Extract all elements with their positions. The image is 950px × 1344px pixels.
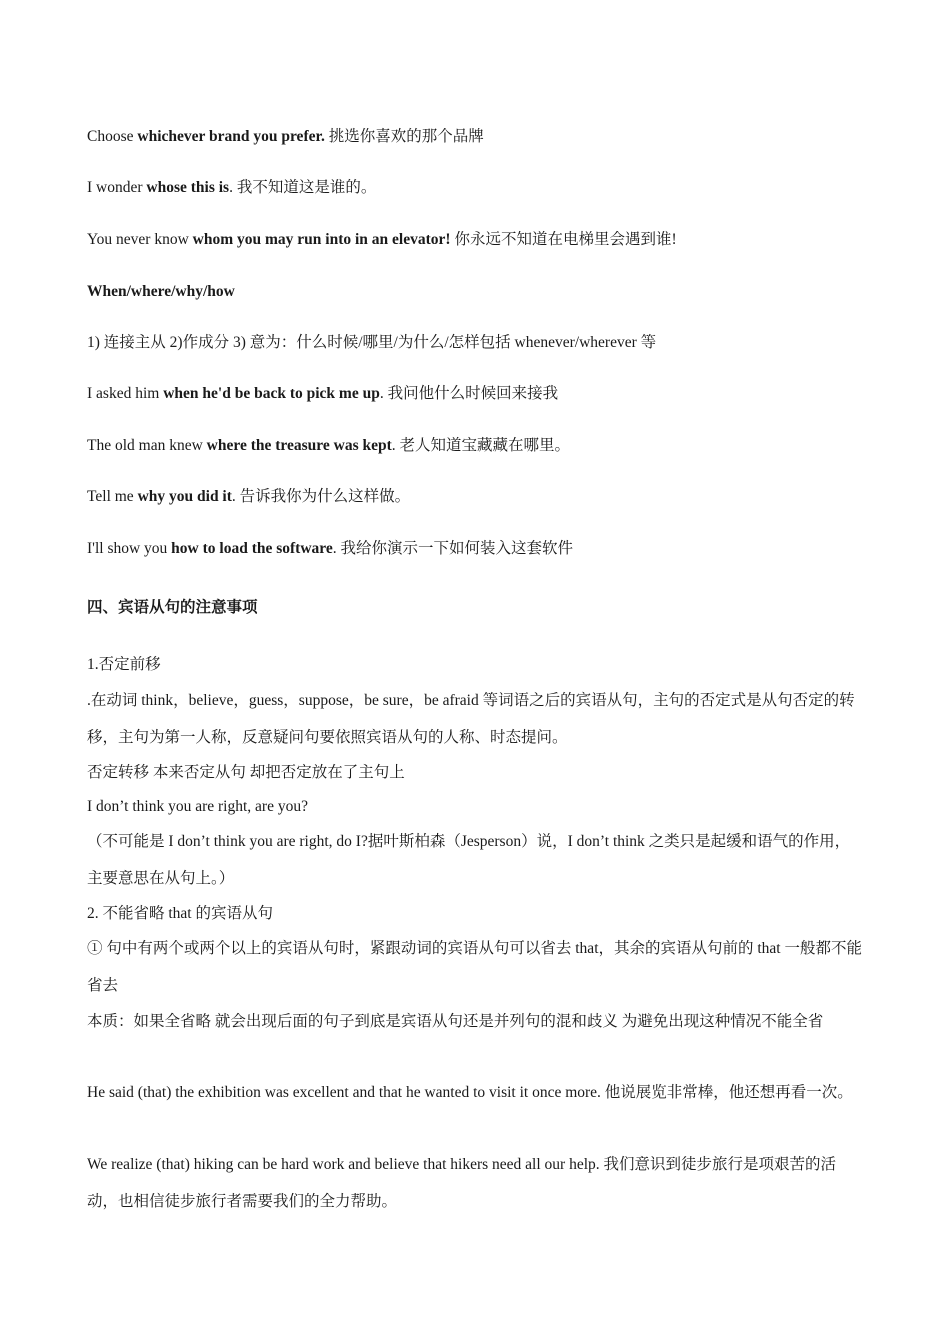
point2-example1: He said (that) the exhibition was excellent and that he wanted to visit it once more. 他说展览非常棒，他还想再看一次。 xyxy=(87,1084,853,1101)
point2-title: 2. 不能省略 that 的宾语从句 xyxy=(87,905,273,922)
point2-essence: 本质：如果全省略 就会出现后面的句子到底是宾语从句还是并列句的混和歧义 为避免出现这种情况不能全省 xyxy=(87,1013,824,1030)
point1-note: 否定转移 本来否定从句 却把否定放在了主句上 xyxy=(87,764,405,781)
example-whose: I wonder whose this is. 我不知道这是谁的。 xyxy=(87,179,377,196)
example-how: I'll show you how to load the software. 我给你演示一下如何装入这套软件 xyxy=(87,540,574,557)
section-title: 四、宾语从句的注意事项 xyxy=(87,599,258,616)
subheading: When/where/why/how xyxy=(87,283,235,300)
point1-remark: （不可能是 I don’t think you are right, do I?据叶斯柏森（Jesperson）说，I don’t think 之类只是起缓和语气的作用，主要意思在从句上。） xyxy=(87,833,851,887)
example-whom: You never know whom you may run into in an elevator! 你永远不知道在电梯里会遇到谁! xyxy=(87,231,677,248)
point2-rule: ① 句中有两个或两个以上的宾语从句时，紧跟动词的宾语从句可以省去 that，其余的宾语从句前的 that 一般都不能省去 xyxy=(87,940,862,994)
point2-example2: We realize (that) hiking can be hard work and believe that hikers need all our help. 我们意识到徒步旅行是项艰苦的活动，也相信徒步旅行者需要我们的全力帮助。 xyxy=(87,1156,837,1210)
point1-title: 1.否定前移 xyxy=(87,656,161,673)
point1-desc: .在动词 think，believe，guess，suppose，be sure，be afraid 等词语之后的宾语从句，主句的否定式是从句否定的转移，主句为第一人称，反意疑问句要依照宾语从句的人称、时态提问。 xyxy=(87,692,855,746)
usage-note: 1) 连接主从 2)作成分 3) 意为：什么时候/哪里/为什么/怎样包括 whenever/wherever 等 xyxy=(87,334,657,351)
example-where: The old man knew where the treasure was kept. 老人知道宝藏藏在哪里。 xyxy=(87,437,571,454)
example-whichever: Choose whichever brand you prefer. 挑选你喜欢的那个品牌 xyxy=(87,128,484,145)
point1-example: I don’t think you are right, are you? xyxy=(87,798,308,815)
example-when: I asked him when he'd be back to pick me up. 我问他什么时候回来接我 xyxy=(87,385,559,402)
example-why: Tell me why you did it. 告诉我你为什么这样做。 xyxy=(87,488,411,505)
